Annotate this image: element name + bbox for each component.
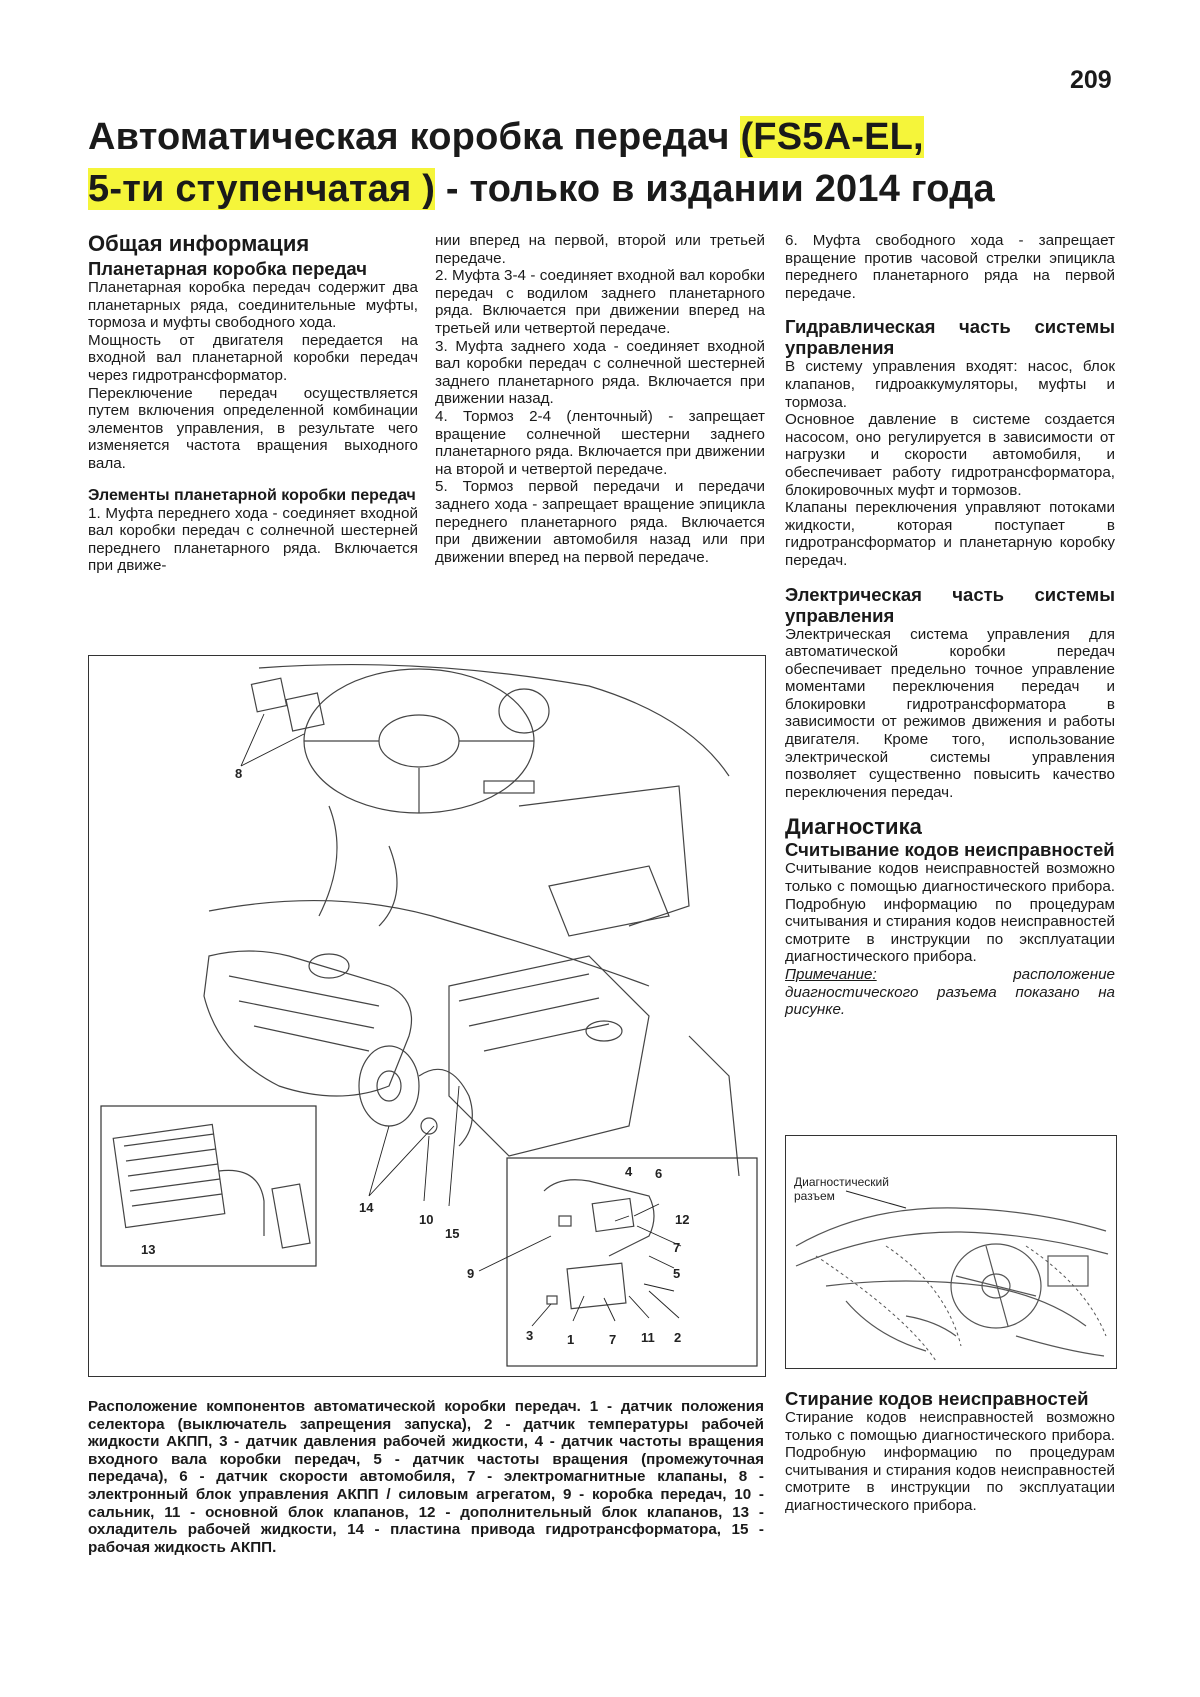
callout-label: 8 <box>235 766 243 781</box>
title-part-highlight: 5-ти ступенчатая ) <box>88 168 436 210</box>
list-item: 4. Тормоз 2-4 (ленточный) - запрещает вращение солнечной шестерни заднего планетарного ряда. Включается при движении на второй и четвертой передаче. <box>435 407 765 478</box>
engine-bay-drawing <box>89 656 765 1376</box>
title-part-plain: Автоматическая коробка передач <box>88 116 741 158</box>
callout-label: 2 <box>674 1330 682 1345</box>
paragraph: нии вперед на первой, второй или третьей передаче. <box>435 232 765 267</box>
callout-label: 7 <box>673 1240 681 1255</box>
section-heading: Общая информация <box>88 231 310 256</box>
list-item: 1. Муфта переднего хода - соединяет входной вал коробки передач с солнечной шестерней переднего планетарного ряда. Включается при движе- <box>88 504 418 575</box>
column-3-lower <box>785 1388 1115 1515</box>
note <box>785 966 1115 1019</box>
callout-label: 4 <box>625 1164 633 1179</box>
subsection-heading: Стирание кодов неисправностей <box>785 1388 1089 1409</box>
note-label: Примечание: <box>785 966 877 983</box>
callout-label: 9 <box>467 1266 475 1281</box>
paragraph: Мощность от двигателя передается на входной вал планетарной коробки передач через гидротрансформатор. <box>88 331 418 384</box>
diagnostic-connector-label-line-2: разъем <box>794 1189 835 1203</box>
paragraph: Клапаны переключения управляют потоками жидкости, которая поступает в гидротрансформатор и планетарную коробку передач. <box>785 499 1115 569</box>
callout-label: 6 <box>655 1166 663 1181</box>
callout-label: 12 <box>675 1212 690 1227</box>
column-3 <box>785 232 1115 1019</box>
title-part-plain: - только в издании 2014 года <box>435 168 995 210</box>
paragraph: Стирание кодов неисправностей возможно только с помощью диагностического прибора. Подробную информацию по процедурам считывания и стирания кодов неисправностей смотрите в инструкции по эксплуатации диагностического прибора. <box>785 1409 1115 1514</box>
callout-label: 13 <box>141 1242 156 1257</box>
diagnostic-connector-figure <box>785 1135 1117 1369</box>
subsection-heading: Электрическая часть системы управления <box>785 583 1115 626</box>
dashboard-drawing <box>786 1136 1116 1368</box>
callout-label: 10 <box>419 1212 434 1227</box>
page-title-line-1 <box>88 116 924 159</box>
callout-label: 15 <box>445 1226 460 1241</box>
paragraph: Считывание кодов неисправностей возможно только с помощью диагностического прибора. Подробную информацию по процедурам считывания и стирания кодов неисправностей смотрите в инструкции по эксплуатации диагностического прибора. <box>785 860 1115 966</box>
title-part-highlight: (FS5A-EL, <box>740 116 924 158</box>
callout-label: 11 <box>641 1330 655 1345</box>
paragraph: Основное давление в системе создается насосом, оно регулируется в зависимости от нагрузки и скорости автомобиля, и обеспечивает работу гидротрансформатора, блокировочных муфт и тормозов. <box>785 411 1115 499</box>
page-title-line-2 <box>88 168 995 211</box>
list-item: 3. Муфта заднего хода - соединяет входной вал коробки передач с солнечной шестерней заднего планетарного ряда. Включается при движении назад. <box>435 337 765 408</box>
column-1 <box>88 232 418 575</box>
callout-label: 7 <box>609 1332 617 1347</box>
paragraph: В систему управления входят: насос, блок клапанов, гидроаккумуляторы, муфты и тормоза. <box>785 358 1115 411</box>
component-location-figure <box>88 655 766 1377</box>
note-text: расположение диагностического разъема показано на рисунке. <box>785 966 1115 1019</box>
figure-caption: Расположение компонентов автоматической коробки передач. 1 - датчик положения селектора (выключатель запрещения запуска), 2 - датчик температуры рабочей жидкости АКПП, 3 - датчик давления рабочей жидкости, 4 - датчик частоты вращения входного вала коробки передач, 5 - датчик частоты вращения (промежуточная передача), 6 - датчик скорости автомобиля, 7 - электромагнитные клапаны, 8 - электронный блок управления АКПП / силовым агрегатом, 9 - коробка передач, 10 - сальник, 11 - основной блок клапанов, 12 - дополнительный блок клапанов, 13 - охладитель рабочей жидкости, 14 - пластина привода гидротрансформатора, 15 - рабочая жидкость АКПП. <box>88 1398 764 1556</box>
callout-label: 14 <box>359 1200 374 1215</box>
paragraph: Планетарная коробка передач содержит два планетарных ряда, соединительные муфты, тормоза и муфты свободного хода. <box>88 279 418 332</box>
section-heading: Диагностика <box>785 814 922 840</box>
column-2 <box>435 232 765 566</box>
subsection-heading: Планетарная коробка передач <box>88 258 367 279</box>
subsection-heading: Гидравлическая часть системы управления <box>785 316 1115 359</box>
callout-label: 3 <box>526 1328 534 1343</box>
diagnostic-connector-label-line-1: Диагностический <box>794 1175 889 1189</box>
page-number: 209 <box>1070 66 1112 94</box>
subsection-heading: Элементы планетарной коробки передач <box>88 486 416 504</box>
list-item: 5. Тормоз первой передачи и передачи заднего хода - запрещает вращение эпицикла переднего планетарного ряда. Включается при движении автомобиля назад или при движении вперед на первой передаче. <box>435 478 765 566</box>
list-item: 6. Муфта свободного хода - запрещает вращение против часовой стрелки эпицикла переднего планетарного ряда на первой передаче. <box>785 232 1115 302</box>
callout-label: 5 <box>673 1266 681 1281</box>
paragraph: Электрическая система управления для автоматической коробки передач обеспечивает предельно точное управление моментами переключения передач и блокировки гидротрансформатора в зависимости от режимов движения и работы двигателя. Кроме того, использование электрической системы управления позволяет существенно повысить качество переключения передач. <box>785 625 1115 801</box>
paragraph: Переключение передач осуществляется путем включения определенной комбинации элементов управления, в результате чего изменяется частота вращения выходного вала. <box>88 384 418 472</box>
callout-label: 1 <box>567 1332 575 1347</box>
subsection-heading: Считывание кодов неисправностей <box>785 839 1115 861</box>
list-item: 2. Муфта 3-4 - соединяет входной вал коробки передач с водилом заднего планетарного ряда. Включается при движении вперед на третьей или четвертой передаче. <box>435 267 765 337</box>
